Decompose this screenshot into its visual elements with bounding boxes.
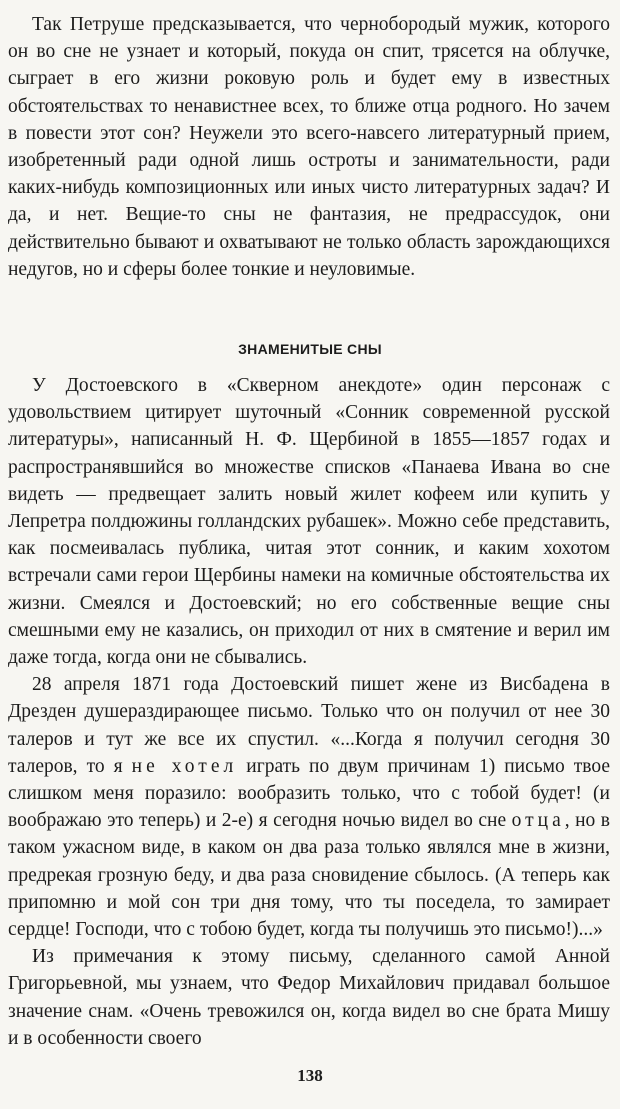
main-text-block [8, 372, 610, 1052]
paragraph-2-spaced-2: отца [511, 810, 565, 832]
paragraph-2-part-1: 28 апреля 1871 года Достоевский пишет жене из Висбадена в Дрезден душераздирающее письмо. Только что он получил от нее 30 талеров и тут же все их спустил. «...Когда я получил сегодня 30 талеров, то я [8, 674, 610, 777]
paragraph-3: Из примечания к этому письму, сделанного самой Анной Григорьевной, мы узнаем, что Федор Михайлович придавал большое значение снам. «Очень тревожился он, когда видел во сне брата Мишу и в особенности своего [8, 946, 610, 1049]
intro-text-block [8, 11, 610, 283]
paragraph-2 [8, 671, 610, 943]
paragraph-2-part-2: играть по двум причинам 1) письмо твое слишком меня поразило: вообразить только, что с тобой будет! (и воображаю это теперь) и 2-е) я сегодня ночью видел во сне [8, 755, 611, 832]
paragraph-1: У Достоевского в «Скверном анекдоте» один персонаж с удовольствием цитирует шуточный «Сонник современной русской литературы», написанный Н. Ф. Щербиной в 1855—1857 годах и распространявшийся во множестве списков «Панаева Ивана во сне видеть — предвещает залить новый жилет кофеем или купить у Лепретра полдюжины голландских рубашек». Можно себе представить, как посмеивалась публика, читая этот сонник, и каким хохотом встречали сами герои Щербины намеки на комичные обстоятельства их жизни. Смеялся и Достоевский; но его собственные вещие сны смешными ему не казались, он приходил от них в смятение и верил им даже тогда, когда они не сбывались. [8, 375, 610, 669]
paragraph-2-part-3: , но в таком ужасном виде, в каком он два раза только являлся мне в жизни, предрекая грозную беду, и два раза сновидение сбылось. (А теперь как припомню и мой сон три дня тому, что ты поседела, то замирает сердце! Господи, что с тобою будет, когда ты получишь это письмо!)...» [8, 810, 610, 941]
intro-paragraph: Так Петруше предсказывается, что чернобородый мужик, которого он во сне не узнает и который, покуда он спит, трясется на облучке, сыграет в его жизни роковую роль и будет ему в известных обстоятельствах то ненавистнее всех, то ближе отца родного. Но зачем в повести этот сон? Неужели это всего-навсего литературный прием, изобретенный ради одной лишь остроты и занимательности, ради каких-нибудь композиционных или иных чисто литературных задач? И да, и нет. Вещие-то сны не фантазия, не предрассудок, они действительно бывают и охватывают не только область зарождающихся недугов, но и сферы более тонкие и неуловимые. [8, 14, 610, 280]
section-heading: ЗНАМЕНИТЫЕ СНЫ [238, 341, 382, 357]
page-number: 138 [297, 1066, 323, 1085]
paragraph-2-spaced-1: не хотел [131, 755, 238, 777]
